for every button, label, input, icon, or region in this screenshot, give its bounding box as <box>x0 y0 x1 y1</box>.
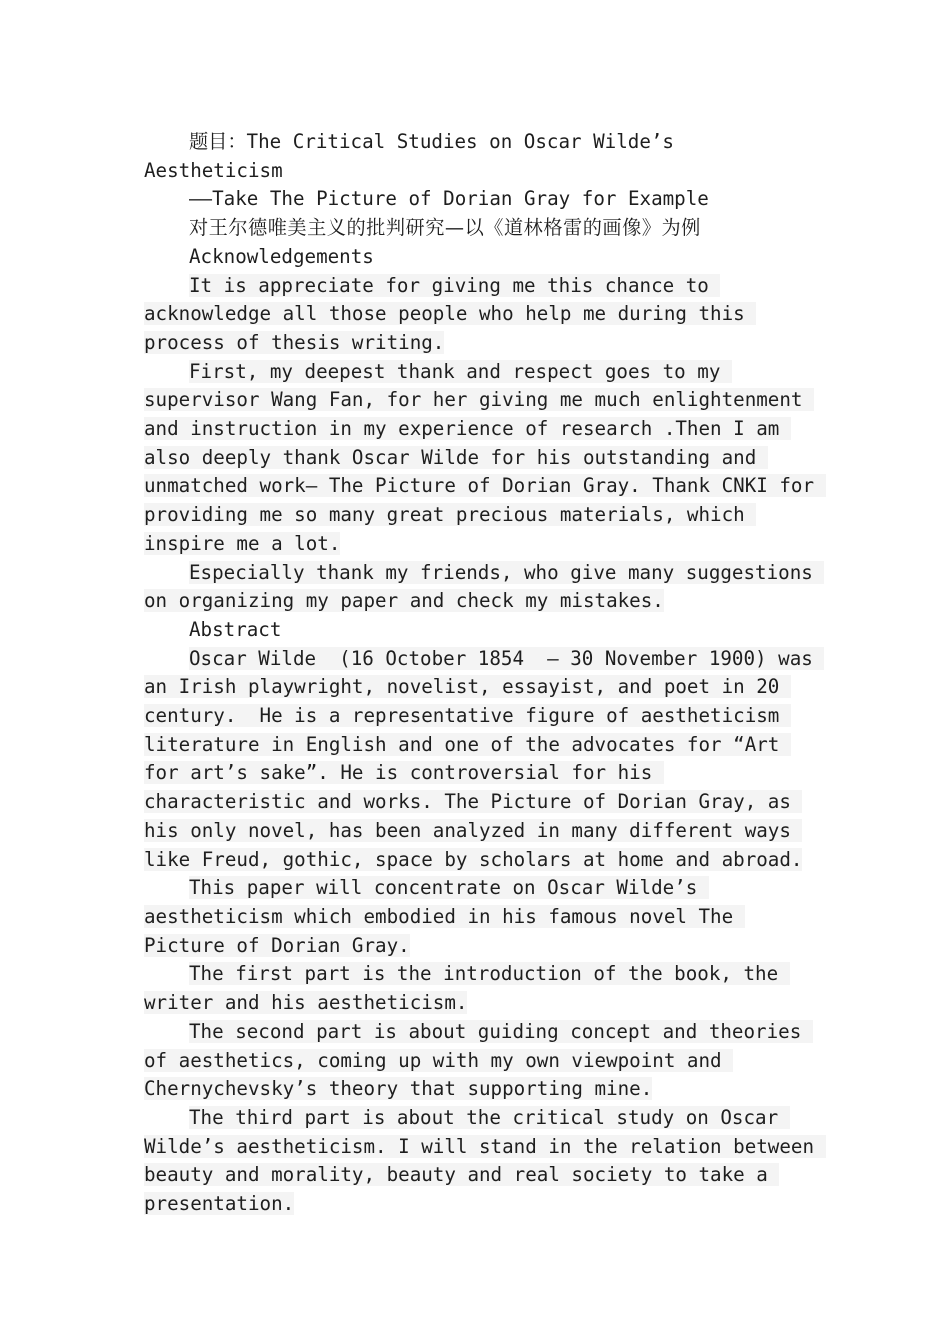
abstract-paragraph: Oscar Wilde (16 October 1854 – 30 November 1900) was an Irish playwright, novelist, essayist, and poet in 20 century. He is a representative figure of aestheticism literature in English and one of the advocates for “Art for art’s sake”. He is controversial for his characteristic and works. The Picture of Dorian Gray, as his only novel, has been analyzed in many different ways like Freud, gothic, space by scholars at home and abroad. <box>144 646 825 871</box>
acknowledgements-paragraph: It is appreciate for giving me this chance to acknowledge all those people who help me during this process of thesis writing. <box>144 273 757 354</box>
document-body <box>144 128 824 1219</box>
subtitle-line: ——Take The Picture of Dorian Gray for Example <box>189 187 709 211</box>
abstract-paragraph: The first part is the introduction of the book, the writer and his aestheticism. <box>144 962 790 1015</box>
abstract-paragraph: The second part is about guiding concept and theories of aesthetics, coming up with my own viewpoint and Chernychevsky’s theory that supporting mine. <box>144 1019 813 1101</box>
title-line: 题目：The Critical Studies on Oscar Wilde’s Aestheticism <box>144 130 686 182</box>
chinese-title: 对王尔德唯美主义的批判研究—以《道林格雷的画像》为例 <box>189 216 701 240</box>
acknowledgements-heading: Acknowledgements <box>189 244 374 268</box>
abstract-paragraph: This paper will concentrate on Oscar Wilde’s aestheticism which embodied in his famous novel The Picture of Dorian Gray. <box>144 876 745 957</box>
acknowledgements-paragraph: Especially thank my friends, who give many suggestions on organizing my paper and check my mistakes. <box>144 560 825 613</box>
acknowledgements-paragraph: First, my deepest thank and respect goes to my supervisor Wang Fan, for her giving me much enlightenment and instruction in my experience of research .Then I am also deeply thank Oscar Wilde for his outstanding and unmatched work— The Picture of Dorian Gray. Thank CNKI for providing me so many great precious materials, which inspire me a lot. <box>144 359 826 555</box>
abstract-heading: Abstract <box>189 617 282 641</box>
abstract-paragraph: The third part is about the critical study on Oscar Wilde’s aestheticism. I will stand in the relation between beauty and morality, beauty and real society to take a presentation. <box>144 1105 826 1216</box>
